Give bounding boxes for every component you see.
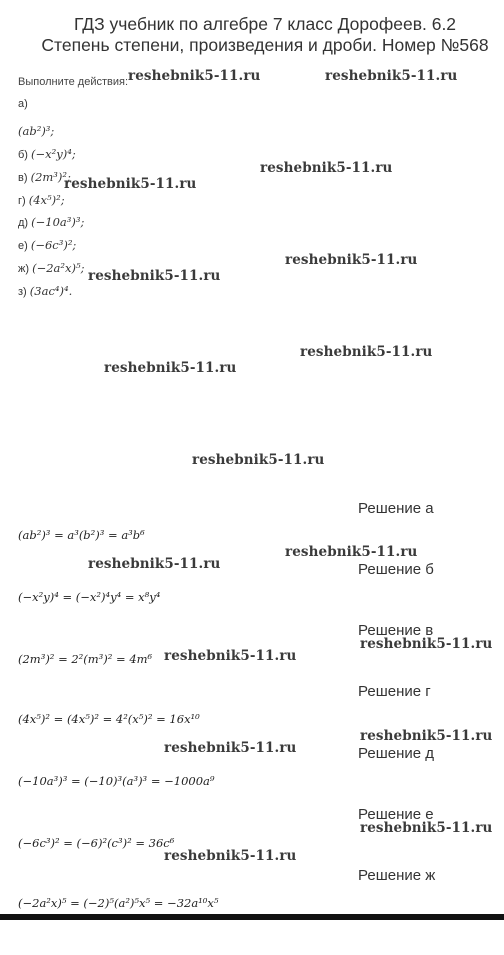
solution-text: (−2a²x)⁵ = (−2)⁵(a²)⁵x⁵ = −32a¹⁰x⁵ xyxy=(18,896,219,910)
watermark-logo: reshebnik5-11.ru xyxy=(164,848,297,864)
task-item xyxy=(18,170,71,184)
task-label: в) xyxy=(18,172,28,184)
watermark-logo: reshebnik5-11.ru xyxy=(64,176,197,192)
task-expression: (3ac⁴)⁴. xyxy=(29,284,73,298)
watermark-logo: reshebnik5-11.ru xyxy=(164,740,297,756)
solution-text: (ab²)³ = a³(b²)³ = a³b⁶ xyxy=(18,528,145,542)
watermark-logo: reshebnik5-11.ru xyxy=(300,344,433,360)
task-expression: (−10a³)³; xyxy=(31,215,85,229)
solution-text: (−6c³)² = (−6)²(c³)² = 36c⁶ xyxy=(18,836,175,850)
task-label: г) xyxy=(18,195,26,207)
task-item xyxy=(18,147,76,161)
solution-heading: Решение ж xyxy=(358,867,436,884)
task-item xyxy=(18,193,65,207)
task-item xyxy=(18,238,76,252)
task-item xyxy=(18,215,84,229)
task-label: з) xyxy=(18,286,27,298)
solution-heading: Решение б xyxy=(358,561,434,578)
task-item xyxy=(18,98,28,110)
solution-heading: Решение в xyxy=(358,622,434,639)
watermark-logo: reshebnik5-11.ru xyxy=(164,648,297,664)
watermark-logo: reshebnik5-11.ru xyxy=(285,252,418,268)
solution-heading: Решение д xyxy=(358,745,434,762)
watermark-logo: reshebnik5-11.ru xyxy=(192,452,325,468)
task-label: б) xyxy=(18,149,28,161)
page-title: ГДЗ учебник по алгебре 7 класс Дорофеев. 6.2 Степень степени, произведения и дроби. Номер №568 xyxy=(41,14,489,55)
task-intro: Выполните действия: xyxy=(18,76,129,88)
watermark-logo: reshebnik5-11.ru xyxy=(88,556,221,572)
solution-heading: Решение а xyxy=(358,500,434,517)
solution-text: (−x²y)⁴ = (−x²)⁴y⁴ = x⁸y⁴ xyxy=(18,590,161,604)
watermark-logo: reshebnik5-11.ru xyxy=(260,160,393,176)
solution-text: (2m³)² = 2²(m³)² = 4m⁶ xyxy=(18,652,153,666)
watermark-logo: reshebnik5-11.ru xyxy=(128,68,261,84)
task-expression: (4x⁵)²; xyxy=(28,193,65,207)
task-expression: (2m³)²; xyxy=(30,170,71,184)
watermark-logo: reshebnik5-11.ru xyxy=(360,728,493,744)
solution-heading: Решение г xyxy=(358,683,431,700)
solution-text: (4x⁵)² = (4x⁵)² = 4²(x⁵)² = 16x¹⁰ xyxy=(18,712,200,726)
bottom-divider xyxy=(0,914,504,920)
watermark-logo: reshebnik5-11.ru xyxy=(360,636,493,652)
watermark-logo: reshebnik5-11.ru xyxy=(360,820,493,836)
task-item xyxy=(18,284,72,298)
watermark-logo: reshebnik5-11.ru xyxy=(285,544,418,560)
task-label: д) xyxy=(18,217,29,229)
solution-text: (−10a³)³ = (−10)³(a³)³ = −1000a⁹ xyxy=(18,774,215,788)
task-item xyxy=(18,124,54,138)
solution-heading: Решение е xyxy=(358,806,434,823)
task-expression: (−x²y)⁴; xyxy=(31,147,76,161)
task-label: ж) xyxy=(18,263,30,275)
task-expression: (−6c³)²; xyxy=(30,238,77,252)
task-item xyxy=(18,261,84,275)
task-label: а) xyxy=(18,98,28,110)
task-expression: (−2a²x)⁵; xyxy=(32,261,85,275)
watermark-logo: reshebnik5-11.ru xyxy=(104,360,237,376)
task-expression: (ab²)³; xyxy=(18,124,55,138)
watermark-logo: reshebnik5-11.ru xyxy=(88,268,221,284)
task-label: е) xyxy=(18,240,28,252)
watermark-logo: reshebnik5-11.ru xyxy=(325,68,458,84)
